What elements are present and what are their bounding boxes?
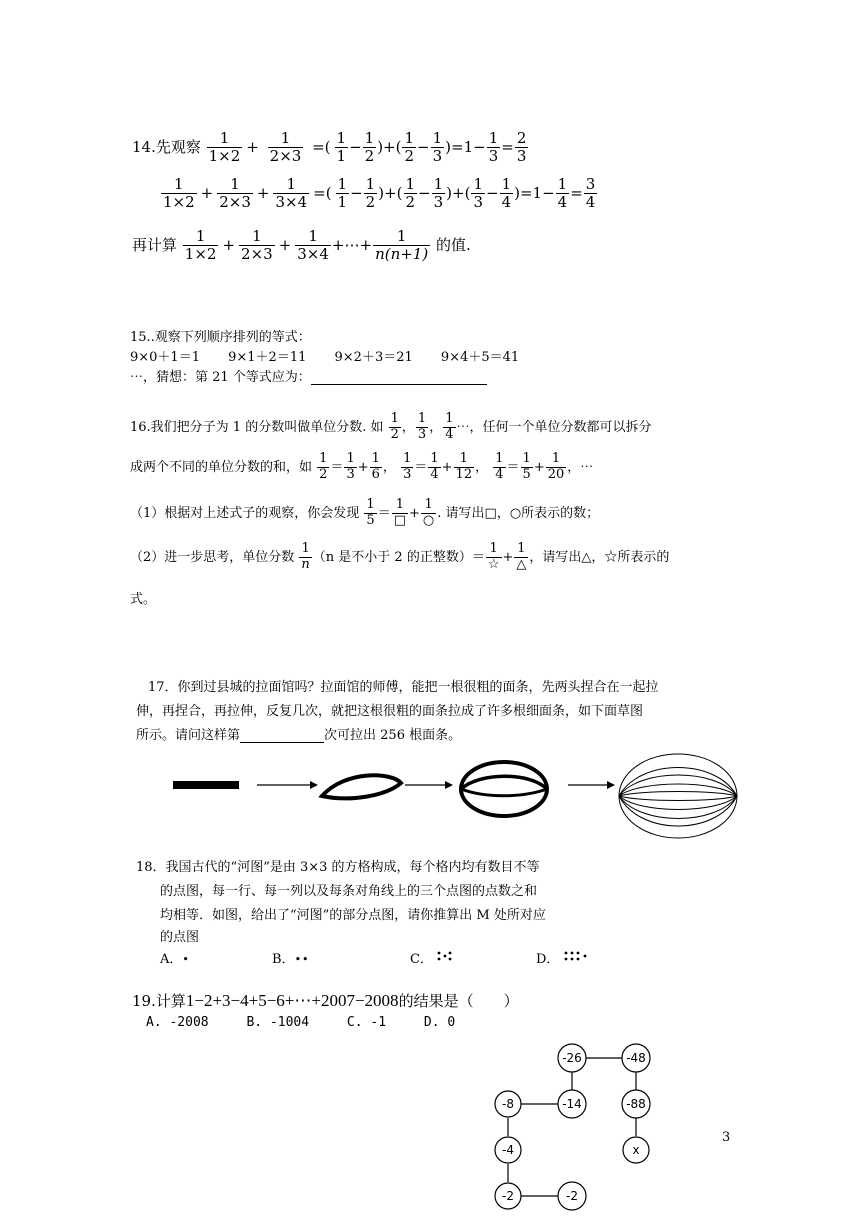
graph-node	[558, 1182, 586, 1210]
q19-option-d[interactable]: D. 0	[423, 1015, 456, 1030]
q14-term: 1×2	[208, 147, 241, 166]
four-noodles	[461, 762, 547, 816]
arrow-icon	[257, 781, 318, 789]
q19-ask: 的结果是（ ）	[398, 992, 519, 1010]
q19-option-b[interactable]: B. -1004	[246, 1015, 310, 1030]
q17-ask-end: 次可拉出 256 根面条。	[324, 728, 462, 743]
q18-option-c[interactable]	[410, 948, 453, 967]
q15-eq: 9×4＋5＝41	[440, 350, 520, 365]
q15-eq: 9×0＋1＝1	[130, 350, 200, 365]
thick-noodle	[173, 781, 239, 789]
svg-text:-88: -88	[626, 1097, 646, 1111]
svg-text:-26: -26	[562, 1051, 582, 1065]
graph-node	[622, 1090, 650, 1118]
page-number: 3	[722, 1130, 731, 1145]
two-noodles	[322, 775, 401, 798]
q14-term: 2×3	[269, 147, 302, 166]
q17-line1: 17．你到过县城的拉面馆吗？拉面馆的师傅，能把一根很粗的面条，先两头捏合在一起拉	[148, 680, 659, 695]
q16-line2: 成两个不同的单位分数的和，如 $\frac{1}{2}$ ＝ $\frac{1}{3}$ + $\frac{1}{6}$ ， $\frac{1}{3}$ ＝ $\frac{1}{4}$ + $\frac{1}{12}$ ， $\frac{1}{4}$ ＝ $\frac{1}{5}$ + $\frac{1}{20}$ ，⋯	[130, 451, 594, 482]
q14-line3: 再计算 $\frac{1}{1\times 2}$ + $\frac{1}{2\times 3}$ + $\frac{1}{3\times 4}$ +⋯+ $\frac{1}{n(n+1)}$ 的值.	[132, 227, 471, 264]
q18-line1: 18．我国古代的“河图”是由 3×3 的方格构成，每个格内均有数目不等	[136, 860, 540, 875]
q15-eq: 9×2＋3＝21	[334, 350, 413, 365]
q19-label: 19.计算	[132, 992, 186, 1010]
q19-expression: 1−2+3−4+5−6+⋯+2007−2008	[185, 991, 399, 1010]
q19-line1	[132, 990, 519, 1011]
q19-options	[146, 1015, 455, 1030]
number-graph	[480, 1036, 680, 1212]
q16-intro: 16.我们把分子为 1 的分数叫做单位分数. 如	[130, 419, 384, 435]
q15-line1: 15..观察下列顺序排列的等式：	[130, 330, 311, 345]
q18-option-a[interactable]: A．•	[160, 952, 190, 967]
q16-part1-text: （1）根据对上述式子的观察，你会发现	[130, 505, 360, 521]
q17-line3	[136, 724, 461, 743]
svg-text:-8: -8	[502, 1097, 514, 1111]
arrow-icon	[568, 781, 615, 789]
graph-node	[495, 1183, 521, 1209]
graph-node	[558, 1044, 586, 1072]
q14-label: 14.先观察	[132, 137, 201, 156]
q14-suffix: 的值.	[435, 235, 471, 254]
q18-line3: 均相等．如图，给出了“河图”的部分点图，请你推算出 M 处所对应	[160, 908, 546, 923]
q14-nterm: n(n+1)	[375, 245, 429, 264]
graph-node	[623, 1137, 649, 1163]
option-letter: D．	[536, 952, 560, 967]
svg-text:-2: -2	[566, 1189, 578, 1203]
q18-option-b[interactable]: B．••	[272, 952, 310, 967]
q17-line2: 伸，再捏合，再拉伸，反复几次，就把这根很粗的面条拉成了许多根细面条，如下面草图	[136, 704, 644, 719]
arrow-icon	[405, 781, 453, 789]
option-letter: A．	[160, 952, 183, 967]
svg-text:-4: -4	[502, 1143, 514, 1157]
graph-node	[495, 1137, 521, 1163]
graph-node	[495, 1091, 521, 1117]
q17-answer-blank[interactable]	[240, 742, 324, 743]
q16-example-label: 成两个不同的单位分数的和，如	[130, 459, 313, 475]
q14-eq: =(	[312, 137, 331, 156]
q19-option-c[interactable]: C. -1	[346, 1015, 387, 1030]
q16-part2-text: （2）进一步思考，单位分数	[130, 549, 295, 565]
svg-text:-48: -48	[626, 1051, 646, 1065]
q18-option-d[interactable]	[536, 948, 588, 967]
q14-compute-label: 再计算	[132, 235, 178, 254]
q16-part2-cond: （n 是不小于 2 的正整数）＝	[312, 549, 485, 565]
q14-line1: 14.先观察 $\frac{1}{1\times 2}$ + $\frac{1}{2\times 3}$ =( $\frac{1}{1}$ − $\frac{1}{2}$ )+( $\frac{1}{2}$ − $\frac{1}{3}$ )=1− $\frac{1}{3}$ = $\frac{2}{3}$	[132, 129, 527, 166]
q16-part2-end: 式。	[130, 592, 157, 607]
q15-answer-blank[interactable]	[311, 384, 487, 385]
noodle-figure	[160, 752, 740, 844]
q16-part2-ask: ，请写出△，☆所表示的	[529, 549, 670, 565]
svg-text:-2: -2	[502, 1189, 514, 1203]
q16-part1: （1）根据对上述式子的观察，你会发现 $\frac{1}{5}$ ＝ $\frac{1}{□}$ + $\frac{1}{○}$ . 请写出□，○所表示的数；	[130, 497, 600, 528]
svg-text:-14: -14	[562, 1097, 582, 1111]
dot-pattern-icon	[564, 951, 588, 963]
q16-etc: ，⋯	[567, 459, 594, 475]
q16-part2: （2）进一步思考，单位分数 $\frac{1}{n}$ （n 是不小于 2 的正整数）＝ $\frac{1}{☆}$ + $\frac{1}{\triangle}$ ，请写出△，☆所表示的	[130, 541, 670, 572]
q18-line4: 的点图	[160, 930, 200, 945]
q17-ask: 所示。请问这样第	[136, 728, 241, 743]
q16-intro-2: ，任何一个单位分数都可以拆分	[469, 419, 652, 435]
q18-line2: 的点图，每一行、每一列以及每条对角线上的三个点图的点数之和	[160, 884, 538, 899]
q16-line1: 16.我们把分子为 1 的分数叫做单位分数. 如 $\frac{1}{2}$ ， $\frac{1}{3}$ ， $\frac{1}{4}$ ⋯，任何一个单位分数都可以拆分	[130, 411, 652, 442]
q14-ellipsis: +⋯+	[331, 235, 373, 254]
option-letter: B．	[272, 952, 295, 967]
q15-guess: ⋯，猜想：第 21 个等式应为：	[130, 370, 311, 385]
q14-one-minus: =1−	[451, 137, 486, 156]
graph-node	[622, 1044, 650, 1072]
many-noodles	[619, 754, 737, 838]
dot-pattern-icon	[437, 951, 453, 963]
q15-line2	[130, 346, 519, 365]
option-letter: C．	[410, 952, 433, 967]
q15-line3	[130, 366, 487, 385]
graph-node	[558, 1090, 586, 1118]
svg-text:x: x	[632, 1143, 640, 1157]
q16-part1-ask: . 请写出□，○所表示的数；	[437, 505, 600, 521]
q14-line2: $\frac{1}{1\times 2}$ + $\frac{1}{2\times 3}$ + $\frac{1}{3\times 4}$ =( $\frac{1}{1}$ − $\frac{1}{2}$ )+( $\frac{1}{2}$ − $\frac{1}{3}$ )+( $\frac{1}{3}$ − $\frac{1}{4}$ )=1− $\frac{1}{4}$ = $\frac{3}{4}$	[163, 175, 596, 212]
q15-eq: 9×1＋2＝11	[228, 350, 307, 365]
q19-option-a[interactable]: A. -2008	[146, 1015, 209, 1030]
